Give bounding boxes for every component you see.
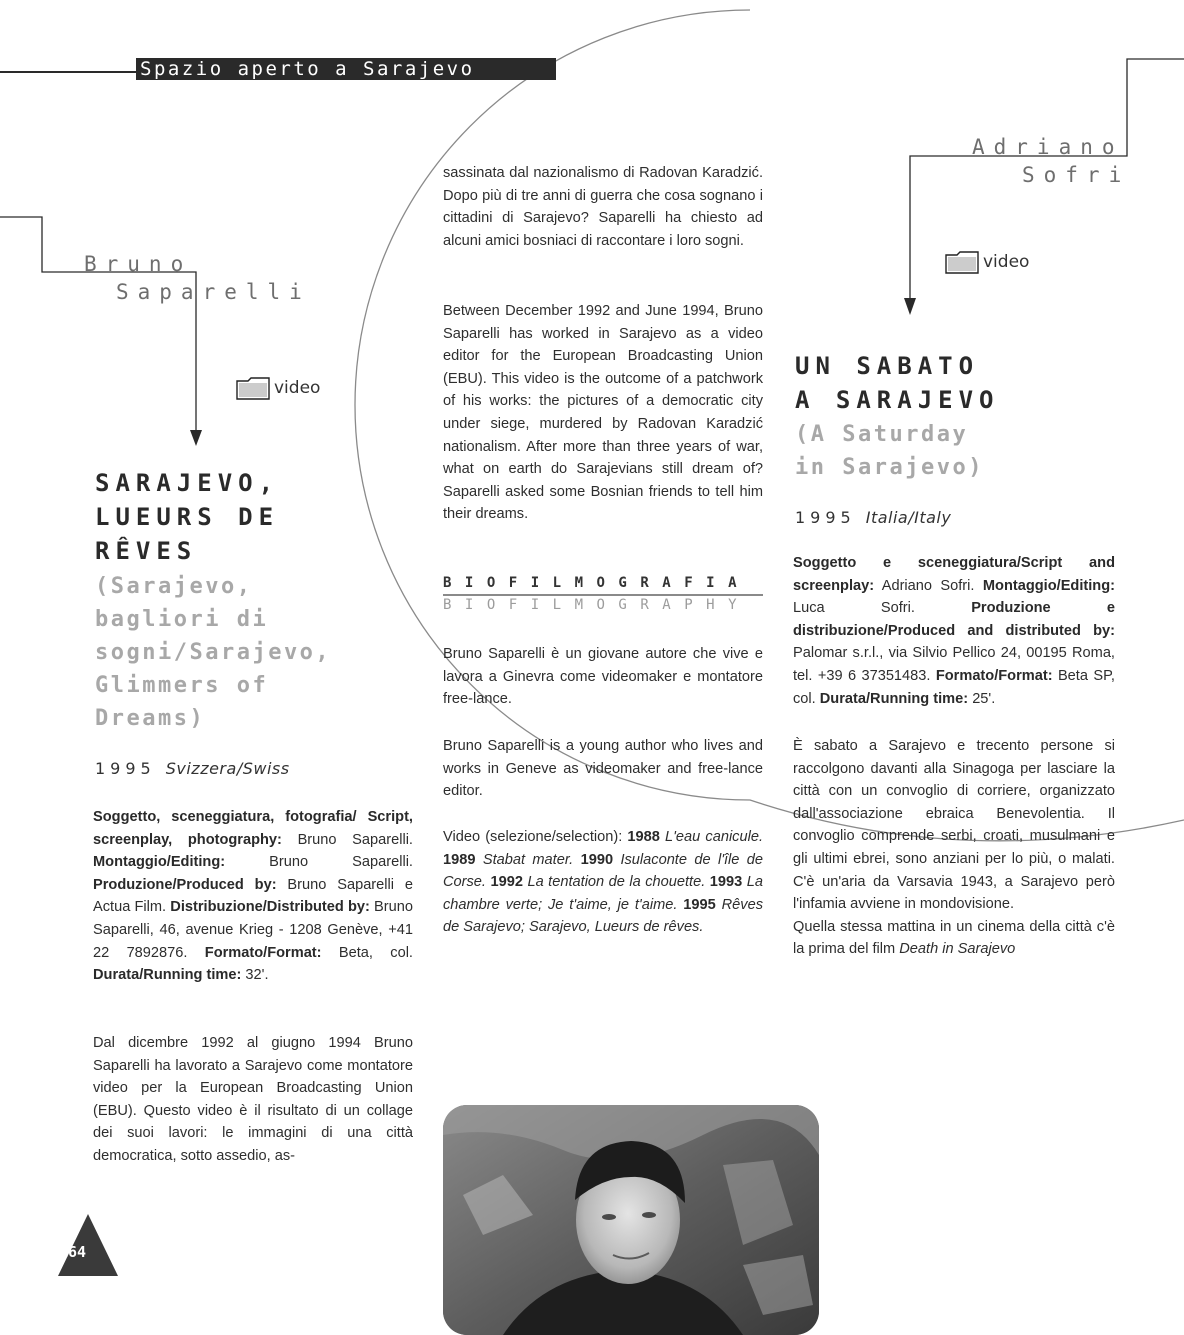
film-year: 1995 (683, 896, 716, 913)
video-label: video (983, 252, 1030, 272)
section-title: Spazio aperto a Sarajevo (136, 58, 556, 80)
film-entry: Rêves de Sarajevo; Sarajevo, Lueurs de rêves. (443, 896, 763, 936)
credit-label: Formato/Format: (204, 944, 322, 961)
film-year: 1995 (95, 759, 156, 778)
author-first-name: Adriano (972, 135, 1124, 159)
bio-paragraph: Bruno Saparelli è un giovane autore che vive e lavora a Ginevra come videomaker e montatore free-lance. (443, 646, 763, 708)
credit-value: Beta SP, col. (793, 667, 1115, 707)
credit-label: Durata/Running time: (819, 690, 969, 707)
credit-label: Montaggio/Editing: (93, 854, 226, 871)
film-entry: La chambre verte; Je t'aime, je t'aime. (443, 874, 763, 913)
subtitle-line: sogni/Sarajevo, (95, 640, 332, 665)
film-year: 1995 (795, 508, 856, 527)
author-last-name: Saparelli (116, 280, 311, 304)
synopsis-english (443, 300, 763, 526)
film-subtitle (95, 570, 425, 735)
credit-label: Soggetto, sceneggiatura, fotografia/ Script, screenplay, photography: (93, 809, 413, 848)
filmography-intro: Video (selezione/selection): (443, 829, 628, 845)
synopsis-paragraph: È sabato a Sarajevo e trecento persone si raccolgono davanti alla Sinagoga per lasciare la città con un convoglio di corriere, organizzato dall'associazione ebraica Benevolentia. Il convoglio comprende serbi, croati, musulmani e gli ultimi ebrei, sono anziani per lo più, o malati. C'è un'aria da Varsavia 1943, a Sarajevo però l'infamia avviene in mondovisione. (793, 738, 1115, 913)
video-label: video (274, 378, 321, 398)
film-reference: Death in Sarajevo (899, 941, 1016, 958)
credit-value: Bruno Saparelli e Actua Film. (93, 876, 413, 916)
film-year: 1989 (443, 851, 476, 868)
credit-label: Formato/Format: (935, 667, 1053, 684)
subtitle-line: (A Saturday (795, 422, 969, 447)
credit-label: Montaggio/Editing: (982, 577, 1115, 594)
author-last-name: Sofri (1022, 163, 1131, 187)
film-country: Svizzera/Swiss (165, 759, 290, 778)
credit-value: Adriano Sofri. (874, 577, 983, 594)
video-category (945, 250, 1029, 274)
credit-value: Bruno Saparelli. (225, 854, 413, 871)
film-title (795, 349, 1125, 417)
synopsis-paragraph: sassinata dal nazionalismo di Radovan Karadzić. Dopo più di tre anni di guerra che cosa sognano i cittadini di Sarajevo? Saparelli ha chiesto ad alcuni amici bosniaci di raccontare i loro sogni. (443, 165, 763, 249)
credit-value: Palomar s.r.l., via Silvio Pellico 24, 00195 Roma, tel. +39 6 37351483. (793, 645, 1115, 684)
synopsis-italian (793, 735, 1115, 961)
subtitle-line: bagliori di (95, 607, 269, 632)
film-year: 1993 (709, 874, 743, 891)
title-line: LUEURS DE (95, 503, 280, 531)
bio-italian (443, 643, 763, 711)
credit-label: Durata/Running time: (93, 967, 242, 984)
filmography (443, 826, 763, 939)
title-line: UN SABATO (795, 352, 980, 380)
title-line: SARAJEVO, (95, 469, 280, 497)
film-entry: Isulaconte de l'île de Corse. (443, 851, 763, 891)
credit-value: Bruno Saparelli. (281, 831, 413, 848)
film-entry: Stabat mater. (482, 851, 574, 868)
credit-value: Bruno Saparelli, 46, avenue Krieg - 1208 Genève, +41 22 7892876. (93, 899, 413, 961)
film-title (95, 466, 425, 568)
film-entry: L'eau canicule. (665, 829, 764, 845)
film-subtitle (795, 418, 1125, 484)
synopsis-paragraph: Between December 1992 and June 1994, Bruno Saparelli has worked in Sarajevo as a video editor for the European Broadcasting Union (EBU). This video is the outcome of a patchwork of his works: the pictures of a democratic city under siege, murdered by Radovan Karadzić nationalism. After more than three years of war, what on earth do Sarajevians still dream of? Saparelli asked some Bosnian friends to tell him their dreams. (443, 303, 763, 523)
video-category (236, 376, 320, 400)
subtitle-line: (Sarajevo, (95, 574, 253, 599)
credit-value: 32'. (241, 967, 269, 984)
title-line: RÊVES (95, 537, 198, 565)
film-entry: La tentation de la chouette. (527, 874, 706, 891)
biofilmography-subheading: BIOFILMOGRAPHY (443, 597, 751, 613)
bio-english (443, 735, 763, 803)
credit-label: Produzione/Produced by: (93, 876, 277, 893)
director-photo (443, 1105, 819, 1335)
credit-value: Beta, col. (321, 944, 413, 961)
film-year-country (795, 508, 951, 527)
credits-block (793, 552, 1115, 710)
synopsis-paragraph (793, 916, 1115, 961)
credits-block (93, 806, 413, 987)
subtitle-line: in Sarajevo) (795, 455, 984, 480)
bio-paragraph: Bruno Saparelli is a young author who lives and works in Geneve as videomaker and free-lance editor. (443, 738, 763, 800)
synopsis-italian-end (443, 162, 763, 252)
subtitle-line: Glimmers of (95, 673, 269, 698)
title-line: A SARAJEVO (795, 386, 1000, 414)
folder-icon (236, 376, 270, 400)
folder-icon (945, 250, 979, 274)
film-year: 1988 (627, 829, 660, 845)
synopsis-text: Quella stessa mattina in un cinema della città c'è la prima del film (793, 918, 1115, 958)
credit-label: Soggetto e sceneggiatura/Script and screenplay: (793, 555, 1115, 594)
credit-value: 25'. (968, 690, 996, 707)
portrait-image (443, 1105, 819, 1335)
page-number: 164 (59, 1243, 87, 1261)
credit-label: Distribuzione/Distributed by: (170, 899, 370, 916)
biofilmography-heading: BIOFILMOGRAFIA (443, 575, 751, 591)
subtitle-line: Dreams) (95, 706, 206, 731)
author-first-name: Bruno (84, 252, 193, 276)
synopsis-italian-start (93, 1032, 413, 1168)
film-year: 1992 (490, 874, 523, 891)
credit-label: Produzione e distribuzione/Produced and distributed by: (793, 600, 1115, 639)
film-year: 1990 (580, 851, 614, 868)
film-country: Italia/Italy (865, 508, 952, 527)
film-year-country (95, 759, 290, 778)
synopsis-paragraph: Dal dicembre 1992 al giugno 1994 Bruno Saparelli ha lavorato a Sarajevo come montatore video per la European Broadcasting Union (EBU). Questo video è il risultato di un collage dei suoi lavori: le immagini di una città democratica, sotto assedio, as- (93, 1035, 413, 1164)
credit-value: Luca Sofri. (793, 600, 972, 617)
